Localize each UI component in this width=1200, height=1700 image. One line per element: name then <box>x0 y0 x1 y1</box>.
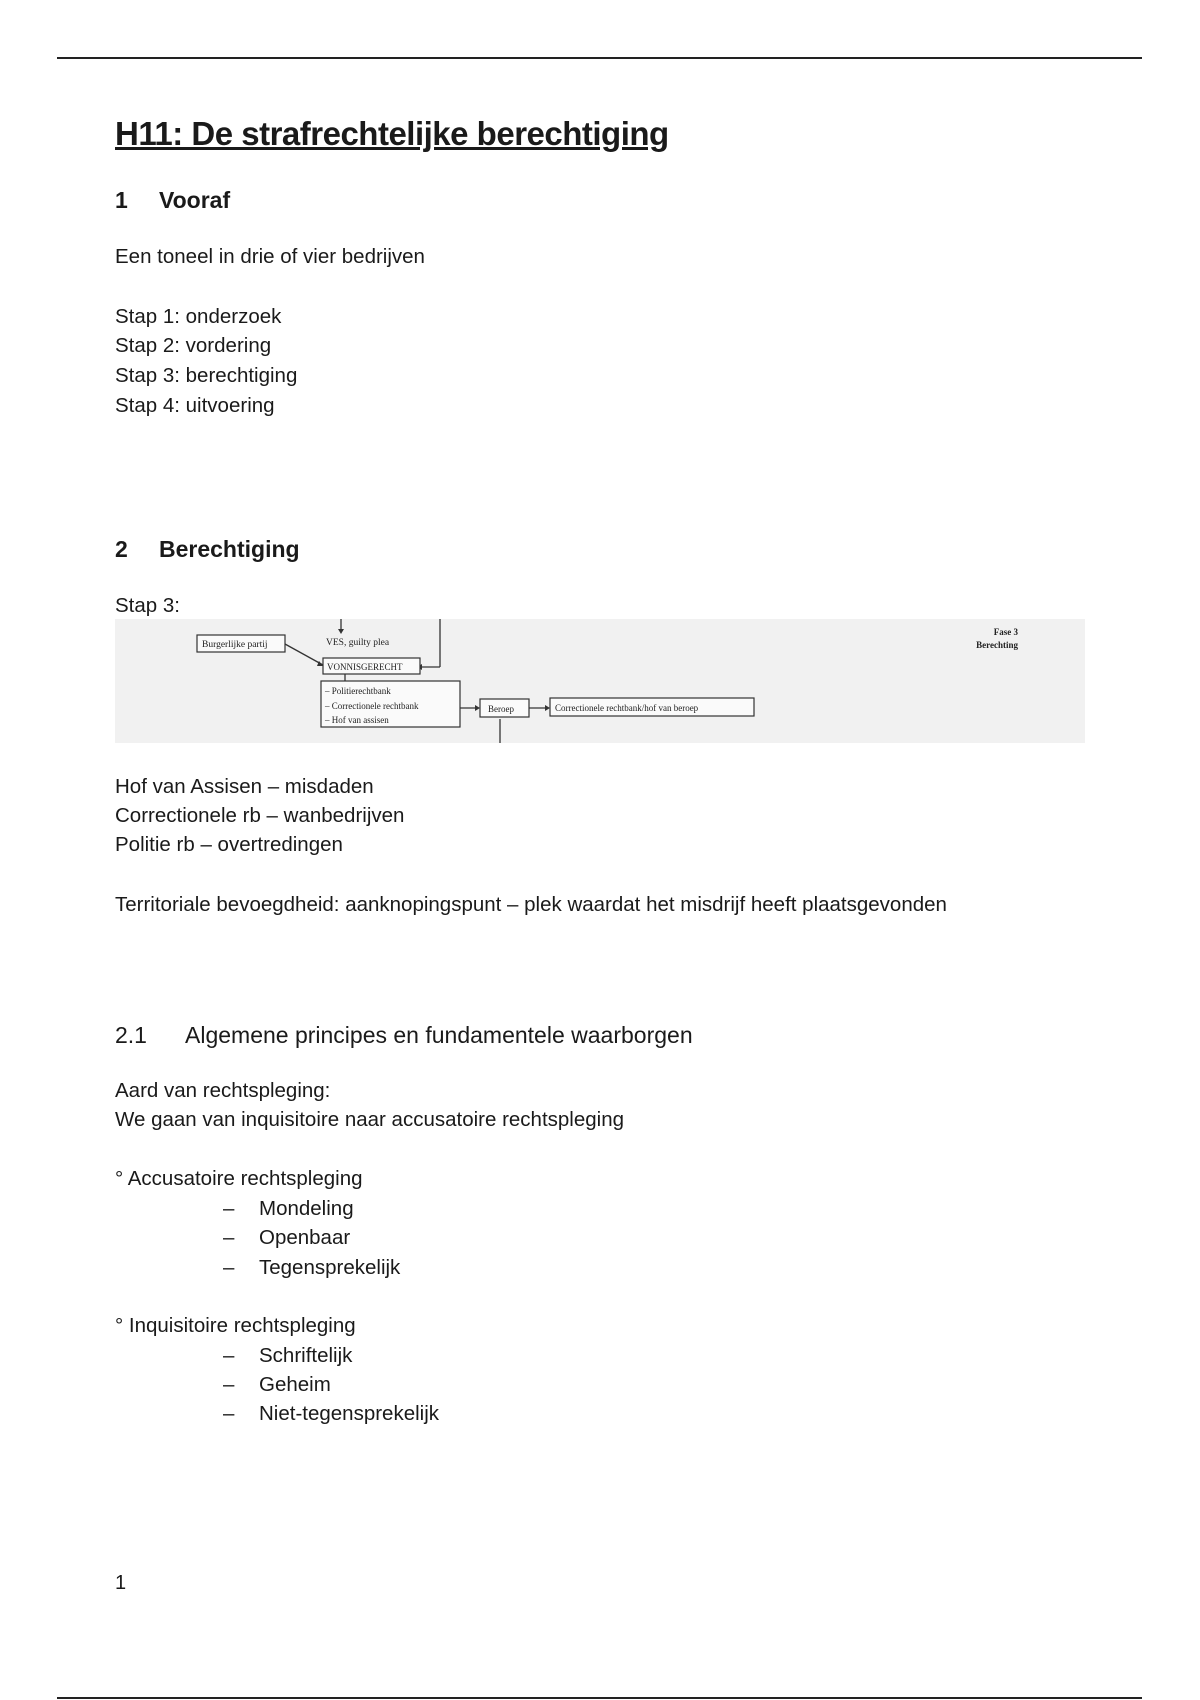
list-item: – Openbaar <box>223 1226 351 1249</box>
section-2-heading <box>115 536 300 563</box>
section-2-title: Berechtiging <box>159 536 300 562</box>
section-1-heading <box>115 187 230 214</box>
territorial-competence: Territoriale bevoegdheid: aanknopingspunt – plek waardat het misdrijf heeft plaatsgevonden <box>115 893 947 916</box>
aard-label: Aard van rechtspleging: <box>115 1079 331 1102</box>
section-2-1-heading <box>115 1022 693 1049</box>
court-politierechtbank: – Politierechtbank <box>325 686 391 696</box>
header-rule <box>57 57 1142 59</box>
section-2-1-title: Algemene principes en fundamentele waarborgen <box>185 1022 693 1048</box>
ves-label: VES, guilty plea <box>326 638 390 648</box>
section-2-1-number: 2.1 <box>115 1022 147 1048</box>
court-line-3: Politie rb – overtredingen <box>115 833 343 856</box>
step-2: Stap 2: vordering <box>115 334 272 357</box>
aard-text: We gaan van inquisitoire naar accusatoire rechtspleging <box>115 1108 625 1131</box>
stap-3-label: Stap 3: <box>115 594 180 617</box>
step-3: Stap 3: berechtiging <box>115 364 298 387</box>
correctionele-hof-label: Correctionele rechtbank/hof van beroep <box>555 703 699 713</box>
section-1-number: 1 <box>115 187 128 213</box>
fase-name: Berechting <box>976 640 1018 650</box>
step-1: Stap 1: onderzoek <box>115 305 282 328</box>
page-number: 1 <box>115 1572 127 1594</box>
list-item: – Schriftelijk <box>223 1344 353 1367</box>
list-item: – Mondeling <box>223 1197 354 1220</box>
footer-rule <box>57 1697 1142 1699</box>
accusatoire-label: ° Accusatoire rechtspleging <box>115 1167 363 1190</box>
inquisitoire-label: ° Inquisitoire rechtspleging <box>115 1314 356 1337</box>
list-item: – Geheim <box>223 1373 331 1396</box>
section-1-intro: Een toneel in drie of vier bedrijven <box>115 245 425 268</box>
step-4: Stap 4: uitvoering <box>115 394 275 417</box>
berechtiging-flow-diagram <box>115 619 1085 743</box>
vonnisgerecht-label: VONNISGERECHT <box>327 662 403 672</box>
court-line-1: Hof van Assisen – misdaden <box>115 775 374 798</box>
fase-label: Fase 3 <box>993 627 1018 637</box>
section-2-number: 2 <box>115 536 128 562</box>
court-hof-assisen: – Hof van assisen <box>325 715 389 725</box>
page-title: H11: De strafrechtelijke berechtiging <box>115 115 669 152</box>
beroep-label: Beroep <box>488 704 514 714</box>
list-item: – Tegensprekelijk <box>223 1256 401 1279</box>
list-item: – Niet-tegensprekelijk <box>223 1402 440 1425</box>
section-1-title: Vooraf <box>159 187 231 213</box>
burgerlijke-label: Burgerlijke partij <box>202 640 268 650</box>
court-correctionele: – Correctionele rechtbank <box>325 701 419 711</box>
court-line-2: Correctionele rb – wanbedrijven <box>115 804 405 827</box>
